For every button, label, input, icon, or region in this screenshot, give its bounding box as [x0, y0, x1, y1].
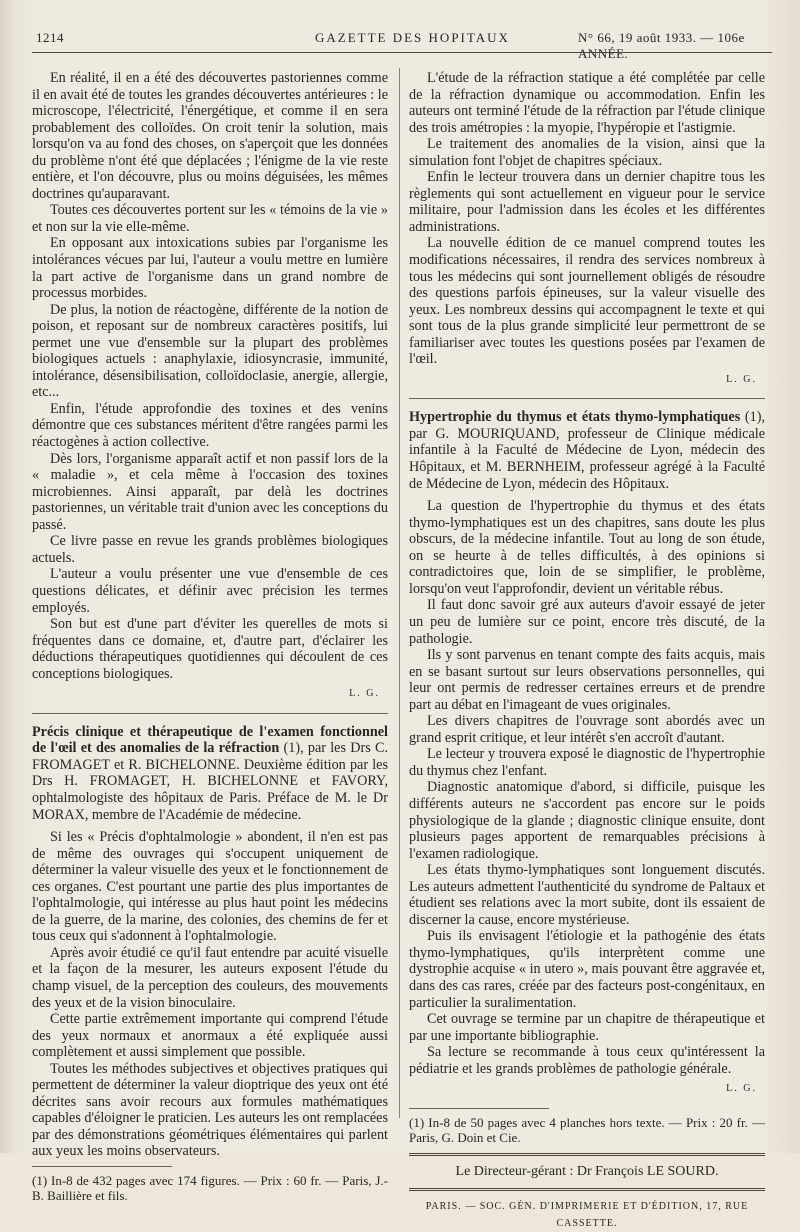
- page-number: 1214: [36, 30, 64, 45]
- journal-title: GAZETTE DES HOPITAUX: [315, 30, 510, 45]
- paragraph: Son but est d'une part d'éviter les querelles de mots si fréquentes dans ce domaine, et, d'autre part, d'éclairer les déductions thérapeutiques quotidiennes qui découlent de ces conceptions biologiques.: [32, 616, 388, 682]
- paragraph: La nouvelle édition de ce manuel comprend toutes les modifications nécessaires, il rendra des services nombreux à tous les médecins qui sont journellement obligés de résoudre des questions parfois épineuses, sur la valeur visuelle des yeux. Les nombreux dessins qui accompagnent le texte et qui sont tous de la plus grande simplicité leur permettront de se familiariser avec toutes les questions posées par l'examen de l'œil.: [409, 235, 765, 368]
- paragraph: Le traitement des anomalies de la vision, ainsi que la simulation font l'objet de chapitres spéciaux.: [409, 136, 765, 169]
- column-divider: [399, 68, 400, 1118]
- footnote: (1) In-8 de 432 pages avec 174 figures. — Prix : 60 fr. — Paris, J.-B. Baillière et fils.: [32, 1173, 388, 1203]
- header-rule: [32, 52, 772, 53]
- review-heading: Précis clinique et thérapeutique de l'examen fonctionnel de l'œil et des anomalies de la réfraction (1), par les Drs C. FROMAGET et R. BICHELONNE. Deuxième édition par les Drs H. FROMAGET, H. BICHELONNE et FAVORY, ophtalmologiste des hôpitaux de Paris. Préface de M. le Dr MORAX, membre de l'Académie de médecine.: [32, 723, 389, 823]
- paragraph: En opposant aux intoxications subies par l'organisme les intolérances vécues par lui, l'auteur a voulu mettre en lumière la part active de l'organisme dans un grand nombre de processus morbides.: [32, 235, 388, 302]
- paragraph: Sa lecture se recommande à tous ceux qu'intéressent la pédiatrie et les grands problèmes de pathologie générale.: [409, 1044, 765, 1077]
- signature: L. G.: [726, 373, 757, 385]
- paragraph: Enfin le lecteur trouvera dans un dernier chapitre tous les règlements qui sont actuellement en vigueur pour le service militaire, pour l'admission dans les écoles et les différentes administrations.: [409, 169, 765, 235]
- double-rule: [409, 1188, 765, 1191]
- signature: L. G.: [726, 1083, 757, 1095]
- paragraph: Toutes ces découvertes portent sur les « témoins de la vie » et non sur la vie elle-même.: [32, 202, 388, 235]
- paragraph: Dès lors, l'organisme apparaît actif et non passif lors de la « maladie », et cela même à l'occasion des toxines microbiennes. Ainsi apparaît, par delà les doctrines pastoriennes, un véritable trait d'union avec les conceptions du passé.: [32, 450, 388, 533]
- paragraph: Diagnostic anatomique d'abord, si difficile, puisque les différents auteurs ne s'accordent pas encore sur le poids physiologique de la glande ; diagnostic clinique ensuite, dont plusieurs pages apportent de remarquables précisions à l'examen radiologique.: [409, 779, 765, 862]
- paragraph: La question de l'hypertrophie du thymus et des états thymo-lymphatiques est un des chapitres, sans doute les plus obscurs, de la médecine infantile. Tout au long de son étude, on se heurte à de telles difficultés, à des opinions si contradictoires que, loin de se simplifier, le problème, lorsqu'on veut l'approfondir, devient un véritable rébus.: [409, 498, 765, 597]
- page-header: [30, 30, 770, 61]
- paragraph: L'auteur a voulu présenter une vue d'ensemble de ces questions délicates, et définir avec précision les termes employés.: [32, 566, 388, 616]
- paragraph: Enfin, l'étude approfondie des toxines et des venins démontre que ces substances méritent d'être rangées parmi les réactogènes à action collective.: [32, 400, 388, 451]
- director-line: Le Directeur-gérant : Dr François LE SOURD.: [455, 1163, 719, 1179]
- paragraph: Cette partie extrêmement importante qui comprend l'étude des yeux normaux et anormaux a été expliquée aussi complètement et aussi simplement que possible.: [32, 1011, 388, 1061]
- imprint: PARIS. — SOC. GÉN. D'IMPRIMERIE ET D'ÉDITION, 17, RUE CASSETTE.: [425, 1201, 749, 1229]
- right-column: [409, 70, 765, 1232]
- paragraph: Il faut donc savoir gré aux auteurs d'avoir essayé de jeter un peu de lumière sur ce point, encore très discuté, de la pathologie.: [409, 597, 765, 647]
- paragraph: Ce livre passe en revue les grands problèmes biologiques actuels.: [32, 533, 388, 566]
- paragraph: Cet ouvrage se termine par un chapitre de thérapeutique et par une importante bibliographie.: [409, 1011, 765, 1044]
- paragraph: L'étude de la réfraction statique a été complétée par celle de la réfraction dynamique ou accommodation. Enfin les auteurs ont terminé l'étude de la réfraction par l'étude clinique des trois amétropies : la myopie, l'hypéropie et l'astigmie.: [409, 70, 765, 136]
- paragraph: Après avoir étudié ce qu'il faut entendre par acuité visuelle et la façon de la mesurer, les auteurs exposent l'étude du champ visuel, de la perception des couleurs, des mouvements des yeux et de la vision binoculaire.: [32, 944, 388, 1011]
- paragraph: De plus, la notion de réactogène, différente de la notion de poison, et reposant sur de nombreux caractères positifs, lui permet une vue d'ensemble sur la plupart des problèmes biologiques actuels : anaphylaxie, idiosyncrasie, immunité, intolérance, désensibilisation, colloïdoclasie, anergie, allergie, etc...: [32, 301, 388, 401]
- footnote-rule: [32, 1166, 172, 1167]
- footnote: (1) In-8 de 50 pages avec 4 planches hors texte. — Prix : 20 fr. — Paris, G. Doin et Cie.: [409, 1114, 765, 1145]
- paragraph: Les états thymo-lymphatiques sont longuement discutés. Les auteurs admettent l'authenticité du syndrome de Paltaux et étudient ses relations avec la mort subite, dont ils essaient de discerner la cause, encore mystérieuse.: [409, 862, 765, 928]
- left-column: [32, 70, 388, 1203]
- paragraph: Le lecteur y trouvera exposé le diagnostic de l'hypertrophie du thymus chez l'enfant.: [409, 746, 765, 779]
- double-rule: [409, 1153, 765, 1156]
- paragraph: Toutes les méthodes subjectives et objectives pratiques qui permettent de déterminer la valeur dioptrique des yeux ont été décrites sans avoir recours aux formules mathématiques capables d'éloigner le praticien. Les auteurs les ont remplacées par des démonstrations géométriques élémentaires qui parlent aux yeux les moins observateurs.: [32, 1060, 388, 1160]
- review-heading: Hypertrophie du thymus et états thymo-lymphatiques (1), par G. MOURIQUAND, professeur de Clinique médicale infantile à la Faculté de Médecine de Lyon, médecin des Hôpitaux, et M. BERNHEIM, professeur agrégé à la Faculté de Médecine de Lyon, médecin des Hôpitaux.: [409, 409, 766, 492]
- footnote-rule: [409, 1108, 549, 1109]
- separator: [409, 398, 765, 399]
- issue-info: N° 66, 19 août 1933. — 106e ANNÉE.: [578, 30, 745, 61]
- paragraph: Puis ils envisagent l'étiologie et la pathogénie des états thymo-lymphatiques, qu'ils interprètent comme une dystrophie acquise « in utero », mais pouvant être aggravée et, dans des cas rares, créée par des facteurs post-congénitaux, en particulier la suralimentation.: [409, 928, 765, 1011]
- paragraph: Ils y sont parvenus en tenant compte des faits acquis, mais en se basant surtout sur leurs observations personnelles, qui leur ont permis de redresser certaines erreurs et de prendre part au débat en l'imageant de vues originales.: [409, 647, 765, 713]
- signature: L. G.: [349, 688, 380, 700]
- paragraph: Si les « Précis d'ophtalmologie » abondent, il n'en est pas de même des ouvrages qui s'occupent uniquement de déterminer la valeur visuelle des yeux et le fonctionnement de ces organes. C'est pourtant une partie des plus importantes de l'ophtalmologie, qui intéresse au plus haut point les médecins de la guerre, de la marine, des colonies, des chemins de fer et tous ceux qui s'adonnent à l'ophtalmologie.: [32, 829, 388, 945]
- separator: [32, 713, 388, 714]
- paragraph: En réalité, il en a été des découvertes pastoriennes comme il en avait été de toutes les grandes découvertes antérieures : le microscope, l'électricité, l'énergétique, et comme il en sera probablement des colloïdes. On croit tenir la solution, mais lorsqu'on va au fond des choses, on s'aperçoit que les données du problème n'ont été que déplacées ; l'énigme de la vie reste entière, et l'on découvre, plus ou moins déguisées, les mêmes doctrines qu'auparavant.: [32, 70, 388, 202]
- paragraph: Les divers chapitres de l'ouvrage sont abordés avec un grand esprit critique, et leur intérêt s'en accroît d'autant.: [409, 713, 765, 746]
